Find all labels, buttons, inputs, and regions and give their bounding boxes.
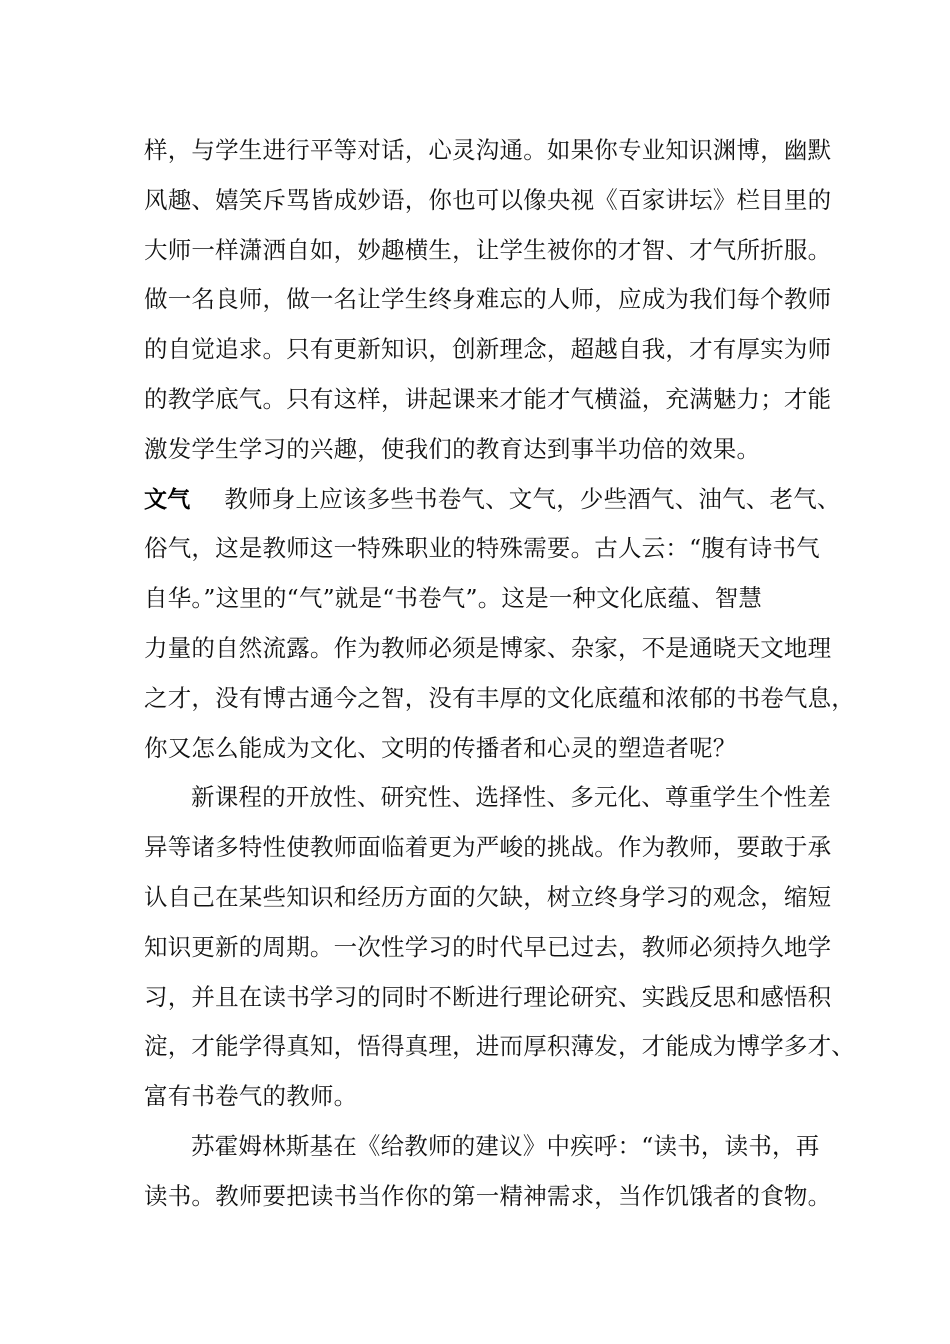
paragraph-line: 风趣、嬉笑斥骂皆成妙语，你也可以像央视《百家讲坛》栏目里的	[144, 185, 832, 214]
paragraph-line: 苏霍姆林斯基在《给教师的建议》中疾呼：“读书，读书，再	[191, 1131, 820, 1160]
paragraph-line: 大师一样潇洒自如，妙趣横生，让学生被你的才智、才气所折服。	[144, 235, 832, 264]
paragraph-line: 做一名良师，做一名让学生终身难忘的人师，应成为我们每个教师	[144, 285, 832, 314]
paragraph-line: 认自己在某些知识和经历方面的欠缺，树立终身学习的观念，缩短	[144, 882, 832, 911]
paragraph-line: 俗气，这是教师这一特殊职业的特殊需要。古人云：“腹有诗书气	[144, 534, 820, 563]
paragraph-line: 的自觉追求。只有更新知识，创新理念，超越自我，才有厚实为师	[144, 335, 832, 364]
paragraph-line: 知识更新的周期。一次性学习的时代早已过去，教师必须持久地学	[144, 932, 832, 961]
paragraph-line: 的教学底气。只有这样，讲起课来才能才气横溢，充满魅力；才能	[144, 384, 832, 413]
paragraph-line: 异等诸多特性使教师面临着更为严峻的挑战。作为教师，要敢于承	[144, 833, 832, 862]
paragraph-line: 自华。”这里的“气”就是“书卷气”。这是一种文化底蕴、智慧	[144, 584, 763, 613]
paragraph-line: 习，并且在读书学习的同时不断进行理论研究、实践反思和感悟积	[144, 982, 832, 1011]
paragraph-line: 富有书卷气的教师。	[144, 1082, 358, 1111]
section-first-line	[144, 475, 844, 525]
section-first-line-text: 教师身上应该多些书卷气、文气，少些酒气、油气、老气、	[224, 484, 841, 513]
paragraph-line: 淀，才能学得真知，悟得真理，进而厚积薄发，才能成为博学多才、	[144, 1032, 855, 1061]
paragraph-line: 激发学生学习的兴趣，使我们的教育达到事半功倍的效果。	[144, 434, 761, 463]
paragraph-line: 之才，没有博古通今之智，没有丰厚的文化底蕴和浓郁的书卷气息，	[144, 683, 855, 712]
paragraph-line: 你又怎么能成为文化、文明的传播者和心灵的塑造者呢？	[144, 733, 737, 762]
paragraph-line: 样，与学生进行平等对话，心灵沟通。如果你专业知识渊博，幽默	[144, 136, 832, 164]
paragraph-line: 力量的自然流露。作为教师必须是博家、杂家，不是通晓天文地理	[144, 633, 832, 662]
paragraph-line: 新课程的开放性、研究性、选择性、多元化、尊重学生个性差	[191, 783, 831, 812]
document-body	[144, 126, 855, 1222]
section-heading: 文气	[144, 486, 191, 513]
paragraph-line: 读书。教师要把读书当作你的第一精神需求，当作饥饿者的食物。	[144, 1181, 832, 1210]
